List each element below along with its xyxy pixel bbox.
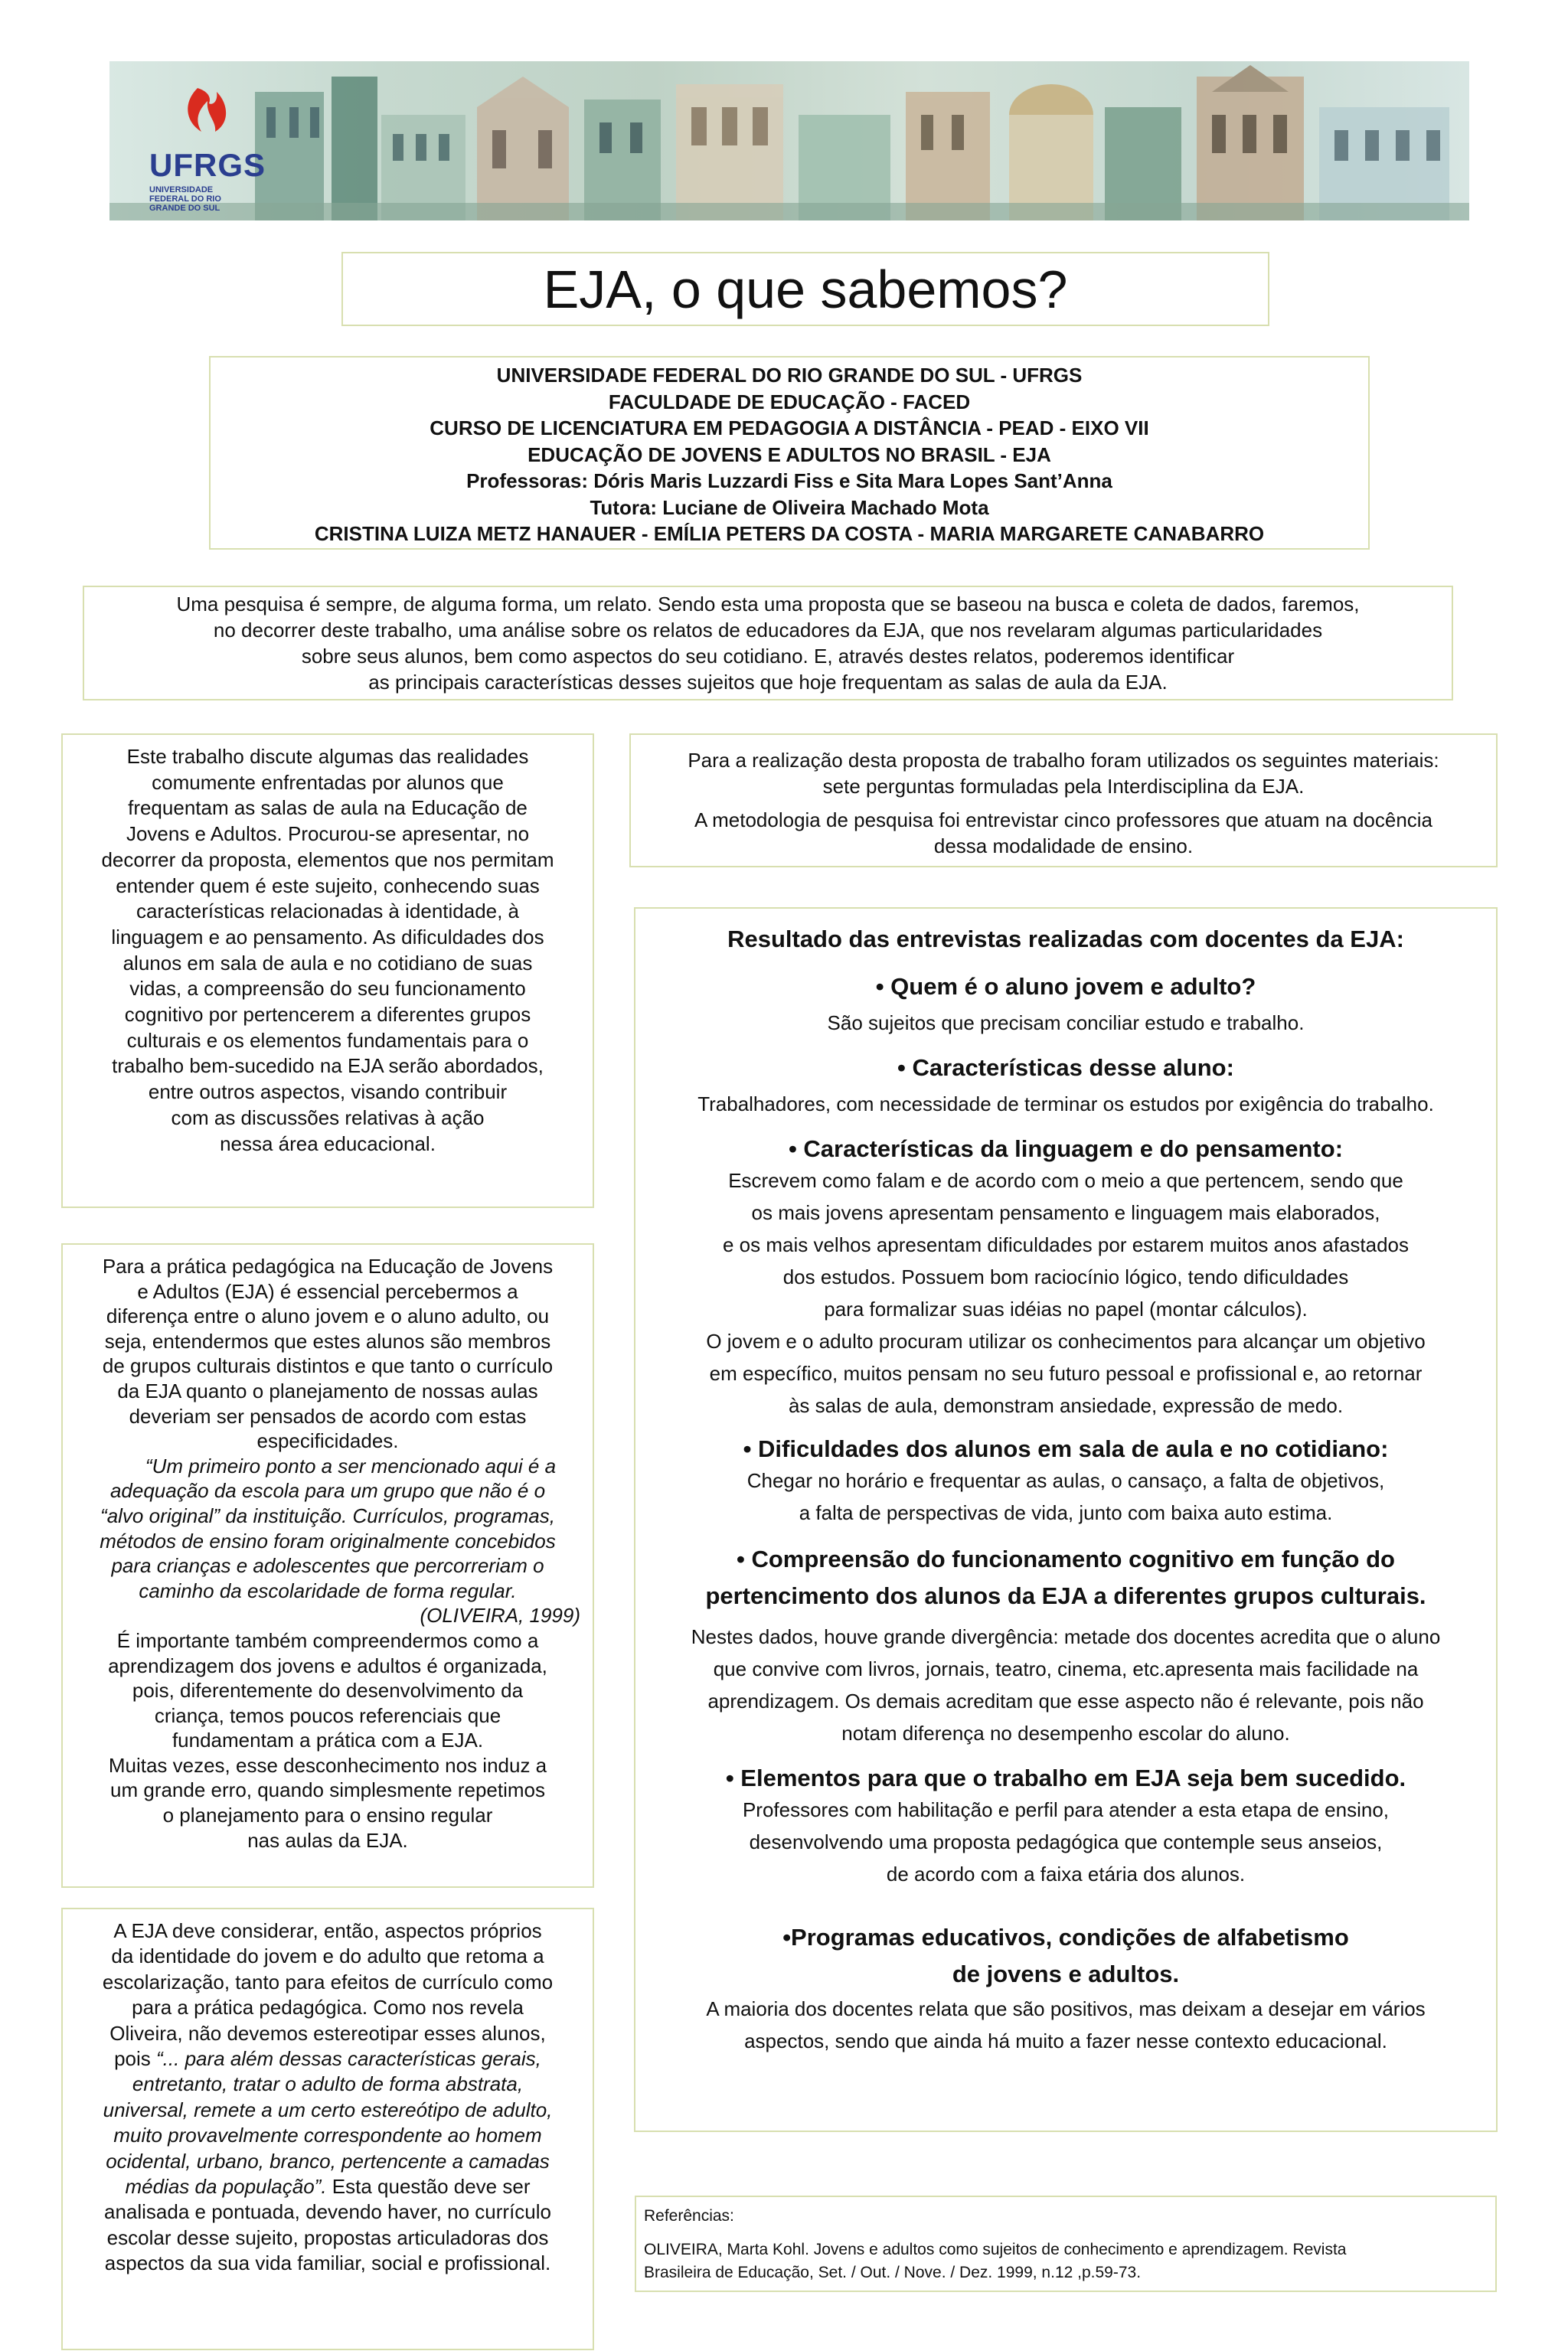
quote-span: médias da população”. [125,2175,327,2199]
text-line: seja, entendermos que estes alunos são membros [104,1329,551,1353]
answer-text: às salas de aula, demonstram ansiedade, expressão de medo. [788,1394,1344,1417]
pedagogical-practice-box [61,1243,594,1888]
header-line: FACULDADE DE EDUCAÇÃO - FACED [608,390,971,413]
answer-text: O jovem e o adulto procuram utilizar os conhecimentos para alcançar um objetivo [706,1330,1426,1353]
text-line: escolarização, tanto para efeitos de currículo como [102,1970,554,1993]
text-line: comumente enfrentadas por alunos que [152,770,504,794]
text-line: vidas, a compreensão do seu funcionamento [129,977,526,1001]
answer-text: desenvolvendo uma proposta pedagógica que contemple seus anseios, [749,1830,1383,1853]
text-line: aprendizagem dos jovens e adultos é organizada, [108,1654,547,1677]
text-line: nas aulas da EJA. [247,1828,408,1852]
quote-line: “alvo original” da instituição. Currículos, programas, [100,1504,555,1527]
text-line: de grupos culturais distintos e que tanto o currículo [102,1354,554,1378]
answer-text: e os mais velhos apresentam dificuldades por estarem muitos anos afastados [722,1233,1410,1256]
text-line: diferença entre o aluno jovem e o aluno adulto, ou [106,1304,550,1328]
text-line: dessa modalidade de ensino. [933,834,1194,857]
answer-text: Chegar no horário e frequentar as aulas, o cansaço, a falta de objetivos, [746,1469,1385,1492]
text-line: criança, temos poucos referenciais que [154,1703,501,1727]
header-line: Tutora: Luciane de Oliveira Machado Mota [590,495,989,519]
campus-buildings-illustration [109,61,1469,220]
text-line: e Adultos (EJA) é essencial percebermos a [137,1279,518,1303]
materials-box [629,733,1498,867]
quote-line: universal, remete a um certo estereótipo de adulto, [103,2098,553,2121]
text-line: Muitas vezes, esse desconhecimento nos induz a [108,1753,547,1777]
text-line: para a prática pedagógica. Como nos revela [132,1996,524,2020]
mixed-line [70,2046,585,2072]
intro-line: Uma pesquisa é sempre, de alguma forma, um relato. Sendo esta uma proposta que se baseou na busca e coleta de dados, faremos, [176,593,1360,616]
text-line: Para a prática pedagógica na Educação de Jovens [102,1255,554,1278]
results-box [634,907,1498,2132]
quote-line: métodos de ensino foram originalmente concebidos [100,1529,556,1553]
text-line: da identidade do jovem e do adulto que retoma a [111,1944,544,1968]
overview-box [61,733,594,1208]
intro-box [83,586,1453,700]
answer-text: dos estudos. Possuem bom raciocínio lógico, tendo dificuldades [782,1265,1349,1288]
quote-line: ocidental, urbano, branco, pertencente a camadas [106,2149,550,2173]
references-box [635,2196,1497,2292]
page-title: EJA, o que sabemos? [543,260,1068,319]
reference-line: OLIVEIRA, Marta Kohl. Jovens e adultos como sujeitos de conhecimento e aprendizagem. Revista [644,2241,1347,2258]
text-line: Para a realização desta proposta de trabalho foram utilizados os seguintes materiais: [688,749,1439,772]
question-heading: • Elementos para que o trabalho em EJA seja bem sucedido. [725,1765,1406,1791]
intro-line: as principais características desses sujeitos que hoje frequentam as salas de aula da EJA. [368,671,1168,694]
text-line: pois, diferentemente do desenvolvimento da [132,1679,524,1703]
text-line: com as discussões relativas à ação [171,1105,485,1129]
text-line: É importante também compreendermos como a [116,1628,539,1652]
answer-text: para formalizar suas idéias no papel (montar cálculos). [824,1298,1308,1321]
answer-text: São sujeitos que precisam conciliar estudo e trabalho. [827,1011,1305,1034]
text-line: especificidades. [256,1429,399,1453]
text-line: nessa área educacional. [220,1131,436,1155]
question-heading: • Características desse aluno: [897,1054,1234,1081]
text-line: sete perguntas formuladas pela Interdisciplina da EJA. [822,775,1305,798]
text-line: A EJA deve considerar, então, aspectos próprios [113,1919,542,1942]
text-line: linguagem e ao pensamento. As dificuldades dos [111,925,544,949]
quote-line: muito provavelmente correspondente ao homem [113,2124,542,2147]
text-line: o planejamento para o ensino regular [162,1804,493,1827]
text-line: escolar desse sujeito, propostas articuladoras dos [106,2225,549,2249]
text-line: fundamentam a prática com a EJA. [172,1729,484,1752]
references-label: Referências: [644,2207,734,2225]
ufrgs-flame-icon [188,88,226,132]
quote-line: adequação da escola para um grupo que não é o [109,1479,546,1503]
text-line: cognitivo por pertencerem a diferentes grupos [124,1003,531,1027]
quote-line: entretanto, tratar o adulto de forma abstrata, [132,2072,524,2096]
text-line: um grande erro, quando simplesmente repetimos [110,1778,545,1802]
quote-line: “Um primeiro ponto a ser mencionado aqui é a [145,1454,557,1478]
text-line: Jovens e Adultos. Procurou-se apresentar, no [126,822,530,846]
question-heading: • Quem é o aluno jovem e adulto? [875,973,1256,1000]
answer-text: a falta de perspectivas de vida, junto com baixa auto estima. [799,1501,1333,1524]
header-line: EDUCAÇÃO DE JOVENS E ADULTOS NO BRASIL - EJA [528,442,1051,466]
text-line: deveriam ser pensados de acordo com estas [129,1404,527,1428]
question-heading: de jovens e adultos. [952,1961,1180,1987]
text-line: da EJA quanto o planejamento de nossas aulas [117,1379,538,1402]
text-line: analisada e pontuada, devendo haver, no currículo [104,2200,551,2224]
identity-box [61,1908,594,2350]
answer-text: em específico, muitos pensam no seu futuro pessoal e profissional e, ao retornar [709,1362,1423,1385]
text-line: Este trabalho discute algumas das realidades [126,745,529,768]
text-span: Esta questão deve ser [326,2175,531,2199]
text-line: decorrer da proposta, elementos que nos permitam [101,847,554,871]
quote-line: caminho da escolaridade de forma regular. [139,1579,517,1602]
question-heading: • Compreensão do funcionamento cognitivo em função do [737,1546,1395,1572]
title-box [341,252,1269,326]
answer-text: Nestes dados, houve grande divergência: metade dos docentes acredita que o aluno [691,1625,1441,1648]
quote-span: “... para além dessas características gerais, [156,2047,541,2071]
results-title: Resultado das entrevistas realizadas com docentes da EJA: [727,926,1404,952]
quote-citation: (OLIVEIRA, 1999) [420,1604,580,1628]
text-line: frequentam as salas de aula na Educação de [128,796,528,820]
text-line: entender quem é este sujeito, conhecendo suas [116,873,540,897]
mixed-line [70,2174,585,2199]
header-line: CRISTINA LUIZA METZ HANAUER - EMÍLIA PETERS DA COSTA - MARIA MARGARETE CANABARRO [314,522,1265,545]
text-line: características relacionadas à identidade, à [136,900,520,923]
text-line: Oliveira, não devemos estereotipar esses alunos, [109,2021,546,2045]
answer-text: Escrevem como falam e de acordo com o meio a que pertencem, sendo que [728,1169,1403,1192]
text-line: alunos em sala de aula e no cotidiano de suas [122,951,533,975]
header-line: UNIVERSIDADE FEDERAL DO RIO GRANDE DO SUL - UFRGS [496,364,1083,387]
institution-header [209,356,1370,550]
text-line: entre outros aspectos, visando contribuir [148,1080,508,1104]
text-line: culturais e os elementos fundamentais para o [126,1028,529,1052]
header-line: Professoras: Dóris Maris Luzzardi Fiss e Sita Mara Lopes Sant’Anna [466,469,1112,492]
question-heading: pertencimento dos alunos da EJA a diferentes grupos culturais. [705,1582,1426,1609]
answer-text: que convive com livros, jornais, teatro, cinema, etc.apresenta mais facilidade na [713,1657,1419,1680]
text-line: aspectos da sua vida familiar, social e profissional. [104,2251,551,2275]
question-heading: •Programas educativos, condições de alfabetismo [782,1924,1349,1951]
text-line: trabalho bem-sucedido na EJA serão abordados, [112,1054,544,1078]
ufrgs-logo: UFRGS [149,147,266,183]
answer-text: Professores com habilitação e perfil para atender a esta etapa de ensino, [742,1798,1390,1821]
intro-line: sobre seus alunos, bem como aspectos do seu cotidiano. E, através destes relatos, poderemos identificar [301,645,1235,668]
answer-text: notam diferença no desempenho escolar do aluno. [841,1722,1290,1745]
question-heading: • Dificuldades dos alunos em sala de aula e no cotidiano: [743,1435,1389,1462]
answer-text: aprendizagem. Os demais acreditam que esse aspecto não é relevante, pois não [707,1690,1424,1713]
answer-text: de acordo com a faixa etária dos alunos. [886,1863,1246,1886]
answer-text: aspectos, sendo que ainda há muito a fazer nesse contexto educacional. [744,2029,1387,2052]
quote-line: para crianças e adolescentes que percorreriam o [111,1554,544,1578]
answer-text: os mais jovens apresentam pensamento e linguagem mais elaborados, [751,1201,1380,1224]
reference-line: Brasileira de Educação, Set. / Out. / Nove. / Dez. 1999, n.12 ,p.59-73. [644,2264,1142,2281]
answer-text: A maioria dos docentes relata que são positivos, mas deixam a desejar em vários [706,1997,1426,2020]
answer-text: Trabalhadores, com necessidade de terminar os estudos por exigência do trabalho. [697,1092,1434,1115]
ufrgs-logo-subtitle: UNIVERSIDADE FEDERAL DO RIO GRANDE DO SUL [149,185,221,213]
intro-line: no decorrer deste trabalho, uma análise sobre os relatos de educadores da EJA, que nos revelaram algumas particularidades [213,619,1323,642]
text-line: A metodologia de pesquisa foi entrevistar cinco professores que atuam na docência [694,808,1433,831]
question-heading: • Características da linguagem e do pensamento: [788,1135,1344,1162]
header-line: CURSO DE LICENCIATURA EM PEDAGOGIA A DISTÂNCIA - PEAD - EIXO VII [430,416,1149,439]
header-banner [109,61,1469,220]
text-span: pois [114,2047,157,2071]
